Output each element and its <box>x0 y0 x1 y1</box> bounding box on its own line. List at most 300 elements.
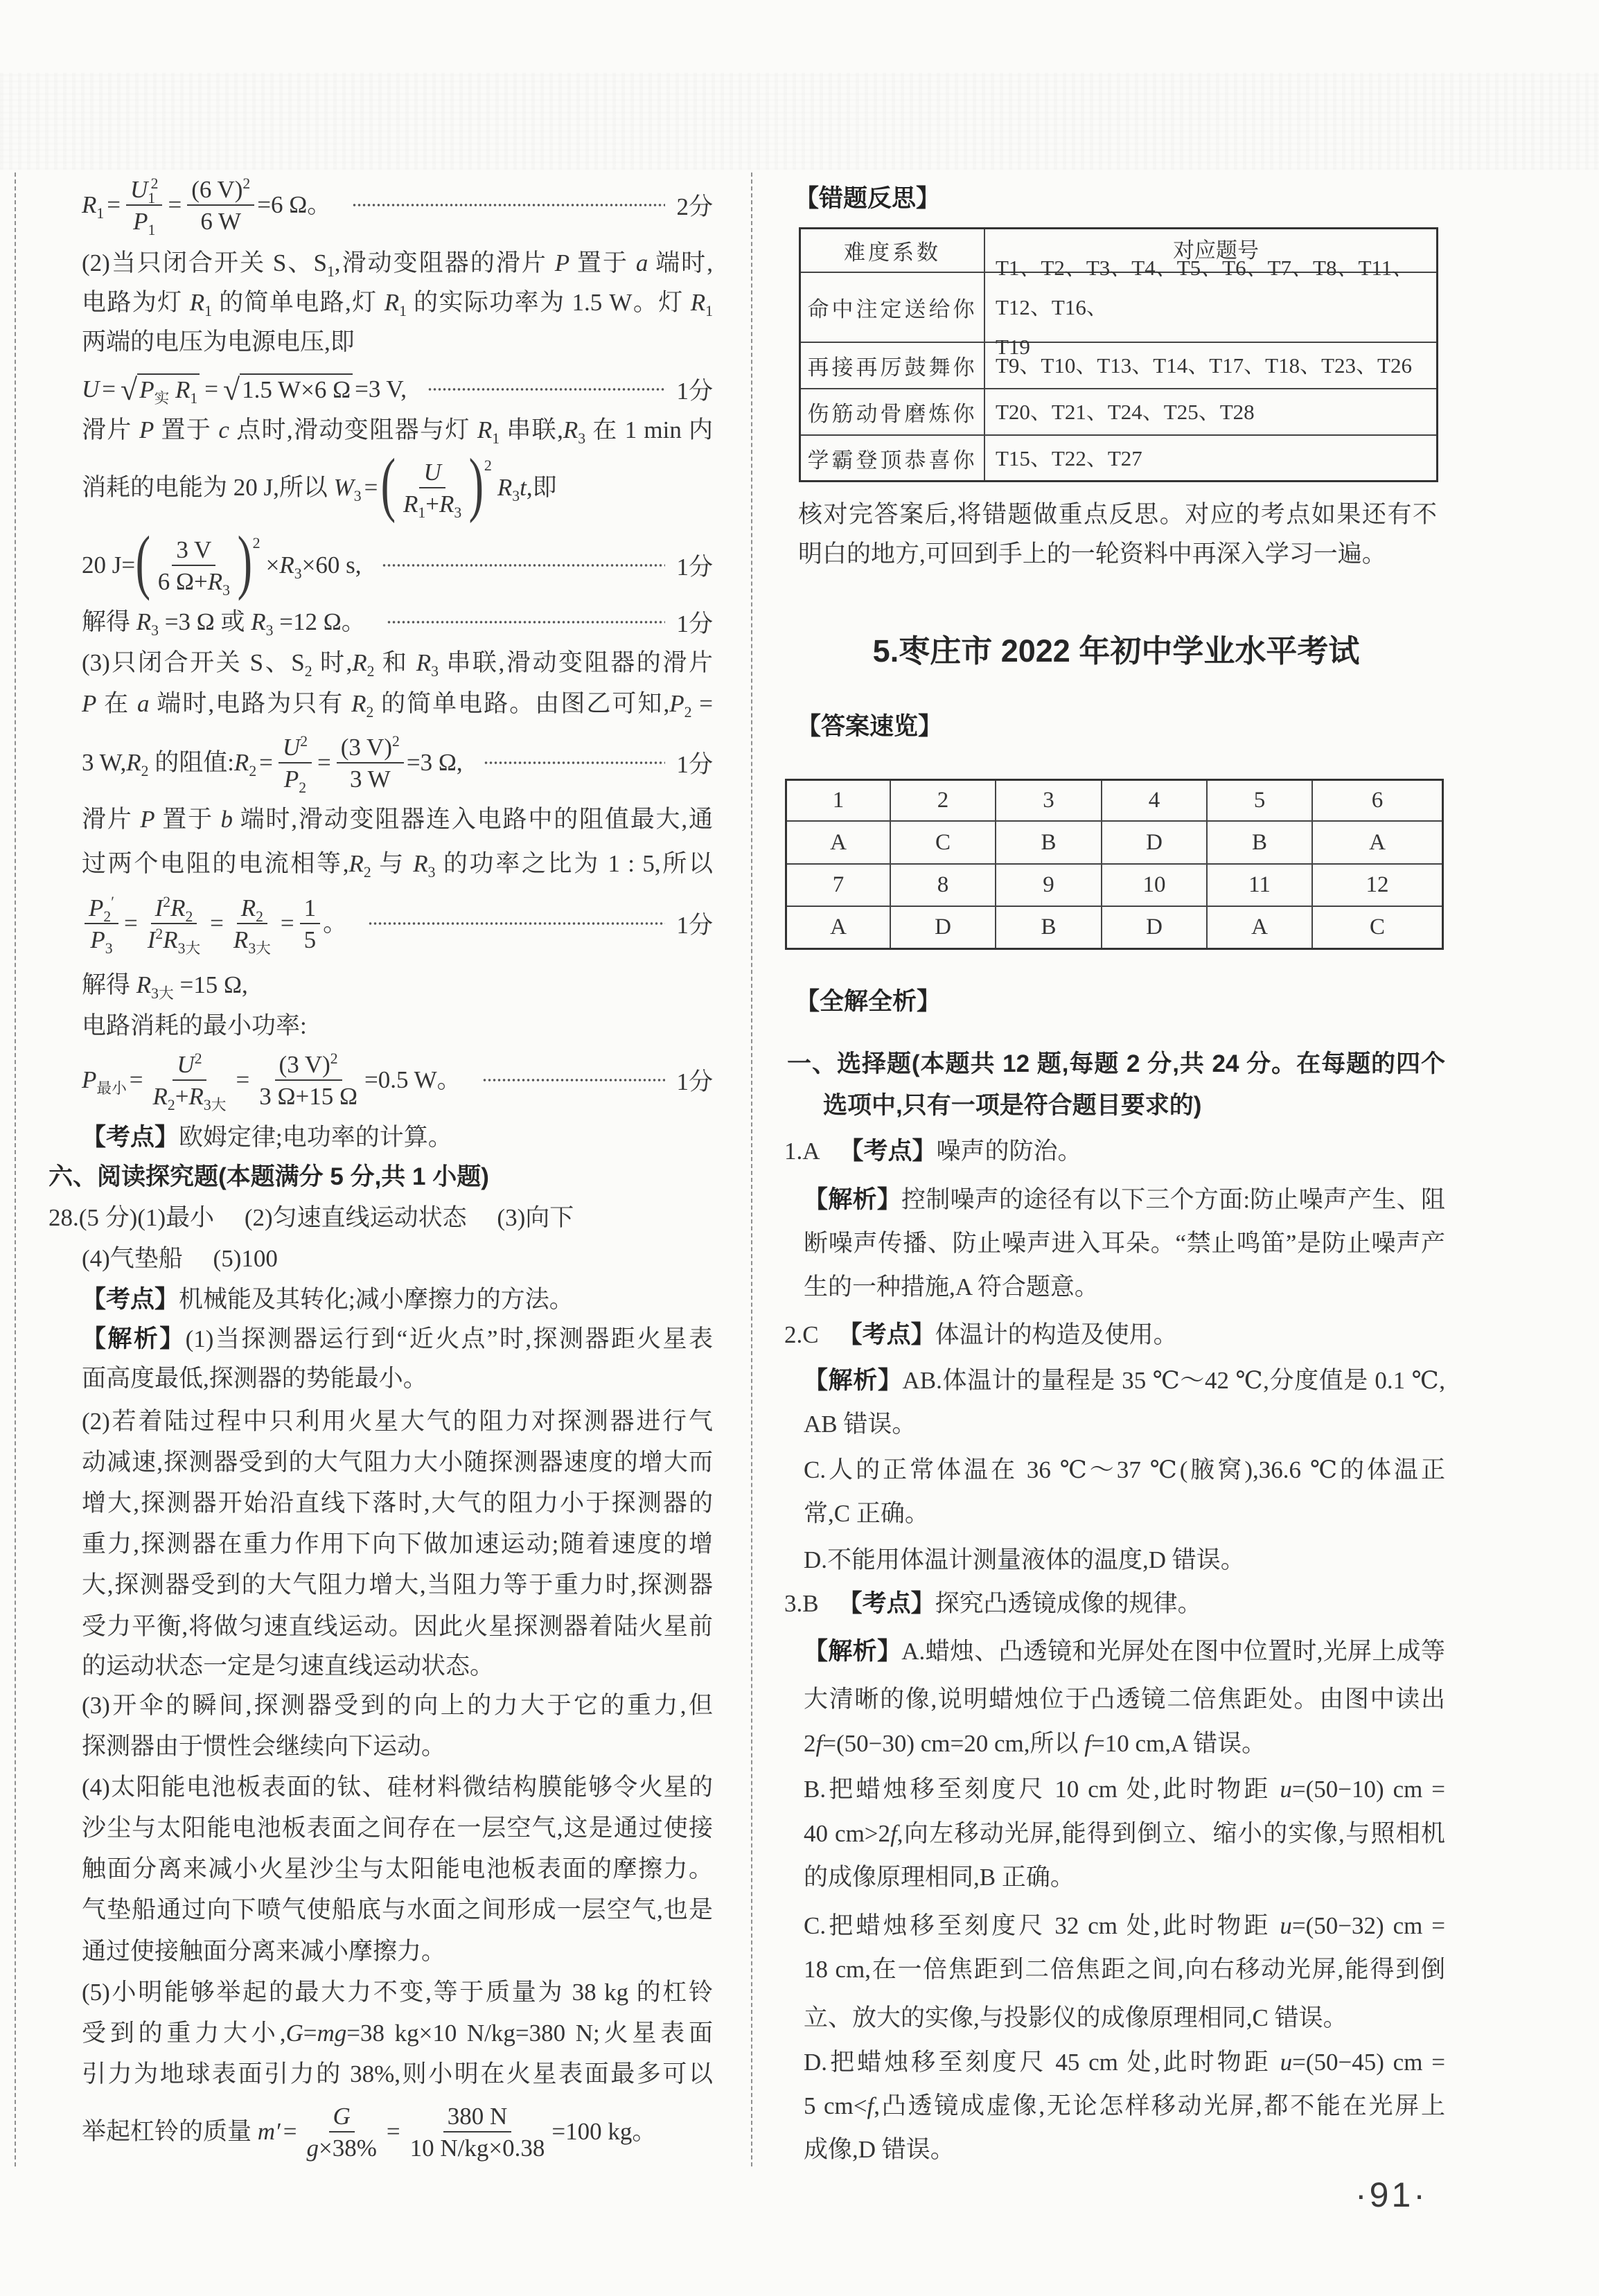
subscript: 2 <box>684 703 692 721</box>
text-run: =(50−30) cm=20 cm,所以 <box>822 1730 1085 1757</box>
formula-line-voltage <box>82 369 713 410</box>
fraction <box>149 1046 231 1114</box>
text-run: = <box>303 2020 317 2047</box>
numerator <box>329 2098 355 2132</box>
subscript: 2 <box>366 662 375 680</box>
text-run <box>266 545 362 586</box>
numerator <box>85 890 118 924</box>
scan-show-through <box>0 73 1599 170</box>
text-run: 与 <box>371 850 414 877</box>
equals: = <box>364 474 378 501</box>
times: × <box>265 551 280 579</box>
math-var: R <box>348 850 364 877</box>
dot-leader <box>427 387 666 391</box>
text-run: (1)当探测器运行到“近火点”时,探测器距火星表 <box>185 1325 713 1352</box>
math-var: R <box>279 551 294 579</box>
subscript: 3 <box>578 430 586 447</box>
text-run: 端时,滑动变阻器连入电路中的阻值最大,通 <box>233 806 713 833</box>
text-run: =15 Ω, <box>173 971 248 998</box>
math-var: R <box>413 850 428 877</box>
kaodian-tag: 【考点】 <box>838 1590 935 1617</box>
subscript: 2 <box>141 762 149 779</box>
question-answer: 2.C <box>784 1321 819 1348</box>
formula <box>82 171 331 239</box>
math-var: R <box>416 649 432 676</box>
question-number-cell: 5 <box>1208 781 1313 822</box>
subscript: 3 <box>294 565 302 582</box>
math-var: R <box>152 1083 168 1110</box>
dot-leader <box>352 203 665 207</box>
text-run: C.把蜡烛移至刻度尺 32 cm 处,此时物距 <box>804 1912 1280 1939</box>
text-run: 和 <box>374 649 416 676</box>
dot-leader <box>382 563 665 567</box>
answer-cell: D <box>1102 907 1208 948</box>
numerator <box>279 729 312 763</box>
math-var: g <box>306 2135 319 2162</box>
math-var: R <box>233 749 249 776</box>
solution-line <box>82 242 713 284</box>
equals: = <box>107 191 121 218</box>
denominator <box>196 206 245 239</box>
math-var: U <box>282 734 301 761</box>
analysis-line: 断噪声传播、防止噪声进入耳朵。“禁止鸣笛”是防止噪声产 <box>804 1230 1445 1257</box>
left-paren: ( <box>135 522 151 601</box>
text-run: (6 V) <box>191 176 243 203</box>
jiexi-tag: 【解析】 <box>804 1186 901 1213</box>
numerator: 380 N <box>443 2098 512 2132</box>
dot-leader <box>368 921 665 926</box>
text-run: 受到的重力大小, <box>82 2020 286 2047</box>
analysis-line: 18 cm,在一倍焦距到二倍焦距之间,向右移动光屏,能得到倒 <box>804 1956 1445 1983</box>
analysis-line <box>804 1360 1445 1402</box>
analysis-line: 大清晰的像,说明蜡烛位于凸透镜二倍焦距处。由图中读出 <box>804 1686 1445 1713</box>
math-var: I <box>147 926 156 953</box>
equals: = <box>210 910 224 937</box>
math-var: P <box>133 208 148 235</box>
answer-cell: A <box>1208 907 1313 948</box>
subscript: 实 <box>154 389 170 407</box>
math-var: u <box>1280 1776 1292 1803</box>
text-run: 时, <box>312 649 353 676</box>
text-run: 5 cm< <box>804 2092 867 2119</box>
question-list-line: T15、T22、T27 <box>996 445 1142 470</box>
subscript: 2 <box>304 662 312 680</box>
math-var: P <box>669 690 684 717</box>
formula <box>82 369 407 410</box>
text-run: ×60 s, <box>301 551 362 579</box>
fraction <box>302 2098 380 2166</box>
subscript: 2 <box>366 703 374 721</box>
formula-lhs <box>82 184 123 226</box>
text-run: A.蜡烛、凸透镜和光屏处在图中位置时,光屏上成等 <box>901 1638 1445 1665</box>
section-heading: 一、选择题(本题共 12 题,每题 2 分,共 24 分。在每题的四个 <box>787 1050 1445 1077</box>
formula <box>82 890 347 957</box>
math-var: R <box>251 608 266 635</box>
numerator <box>187 171 254 206</box>
question-list <box>985 343 1436 389</box>
subscript: 最小 <box>96 1079 127 1097</box>
error-reflection-heading: 【错题反思】 <box>795 185 941 212</box>
math-var: a <box>137 690 150 717</box>
subscript: 2 <box>249 762 257 779</box>
formula-line-r1 <box>82 164 713 247</box>
math-var: R <box>136 971 152 998</box>
numerator: 1 <box>300 890 321 924</box>
text-run: 的简单电路,灯 <box>211 289 385 316</box>
text-run: 端时, <box>648 249 713 276</box>
analysis-line: 的运动状态一定是匀速直线运动状态。 <box>82 1652 495 1679</box>
math-var: R <box>384 289 400 316</box>
subscript: 1 <box>96 204 105 222</box>
answer-cell: C <box>1369 915 1385 939</box>
q28-answer-line: 28.(5 分)(1)最小 (2)匀速直线运动状态 (3)向下 <box>48 1204 574 1231</box>
analysis-line: 生的一种措施,A 符合题意。 <box>804 1273 1099 1300</box>
subscript: 1 <box>190 389 198 407</box>
text-run: =6 Ω。 <box>257 191 332 218</box>
text-run: ,向左移动光屏,能得到倒立、缩小的实像,与照相机 <box>896 1820 1445 1847</box>
equals: = <box>123 910 138 937</box>
text-run: 消耗的电能为 20 J,所以 <box>82 474 334 501</box>
math-var: R <box>351 690 366 717</box>
text-run: 举起杠铃的质量 <box>82 2118 258 2145</box>
square-root <box>121 373 200 405</box>
text-run: 点时,滑动变阻器与灯 <box>229 416 477 443</box>
text-run: 端时,电路为只有 <box>149 690 352 717</box>
math-var: P <box>139 376 154 403</box>
jiexi-tag: 【解析】 <box>804 1367 903 1394</box>
subscript: 3大 <box>203 1096 227 1113</box>
math-var: R <box>188 1083 204 1110</box>
text-run: =10 cm,A 错误。 <box>1091 1730 1266 1757</box>
fraction <box>300 890 321 957</box>
right-paren: ) <box>237 522 253 601</box>
equals: = <box>236 1066 250 1093</box>
text-run: 串联,滑动变阻器的滑片 <box>439 649 713 676</box>
text-run: 的阻值: <box>148 749 234 776</box>
math-var: c <box>218 416 229 443</box>
column-divider-dashed-line <box>751 173 752 2166</box>
math-var: U <box>423 459 441 486</box>
text-run: =(50−45) cm = <box>1292 2049 1445 2076</box>
formula <box>82 2098 656 2166</box>
analysis-line: AB 错误。 <box>804 1411 917 1438</box>
math-var: U <box>82 376 100 403</box>
question-list-line: T20、T21、T24、T25、T28 <box>996 400 1255 424</box>
text-run <box>82 2111 299 2153</box>
equals: = <box>386 2118 400 2145</box>
kaodian-tag: 【考点】 <box>839 1138 937 1165</box>
math-var: f <box>1084 1730 1092 1757</box>
subscript: 1 <box>204 302 212 319</box>
score-label: 1分 <box>676 610 713 637</box>
analysis-line: 增大,探测器开始沿直线下落时,大气的阻力小于探测器的 <box>82 1490 713 1517</box>
formula-lhs <box>82 369 118 410</box>
analysis-line: 常,C 正确。 <box>804 1500 929 1527</box>
text-run: 在 1 min 内 <box>585 416 713 443</box>
subscript: 1 <box>148 221 156 238</box>
q28-answer-line: (4)气垫船 (5)100 <box>82 1245 278 1272</box>
subscript: 3 <box>151 621 159 639</box>
math-var: R <box>136 608 152 635</box>
math-var: P <box>139 416 154 443</box>
quick-answers-table <box>785 779 1444 950</box>
text-run <box>82 742 276 784</box>
formula <box>82 1046 461 1114</box>
fraction <box>399 454 466 522</box>
radicand <box>137 373 200 405</box>
math-var: u <box>1280 2049 1293 2076</box>
formula <box>82 444 557 524</box>
text-run: 置于 <box>569 249 636 276</box>
math-var: R <box>189 289 205 316</box>
analysis-line: 引力为地球表面引力的 38%,则小明在火星表面最多可以 <box>82 2060 713 2087</box>
fraction <box>126 171 162 239</box>
text-run: (2)当只闭合开关 S、S <box>82 249 327 276</box>
difficulty-level: 命中注定送给你 <box>801 273 985 343</box>
plus: + <box>425 491 439 518</box>
fraction <box>229 890 275 957</box>
subscript: 3 <box>105 939 113 957</box>
fraction <box>406 2098 549 2166</box>
solution-line <box>82 799 713 840</box>
text-run: 欧姆定律;电功率的计算。 <box>179 1124 452 1151</box>
text-run: 3 W, <box>82 749 127 776</box>
question-list-line: T19 <box>996 335 1030 359</box>
subscript: 3大 <box>177 939 201 957</box>
text-run: ×38% <box>318 2135 377 2162</box>
solution-line: 电路消耗的最小功率: <box>82 1012 307 1039</box>
subscript: 2 <box>299 779 307 796</box>
math-var: P <box>554 249 570 276</box>
text-run: =(50−10) cm = <box>1291 1776 1445 1803</box>
analysis-line: 重力,探测器在重力作用下向下做加速运动;随着速度的增 <box>82 1530 713 1557</box>
kaodian-tag: 【考点】 <box>82 1124 179 1151</box>
analysis-line <box>804 2042 1445 2083</box>
question-number-cell: 8 <box>891 865 996 907</box>
denominator: 10 N/kg×0.38 <box>409 2135 545 2162</box>
question-3-header <box>784 1583 1202 1625</box>
analysis-line: 面高度最低,探测器的势能最小。 <box>82 1365 427 1392</box>
math-var: f <box>867 2092 874 2119</box>
answer-cell: D <box>1102 822 1208 865</box>
analysis-line: 通过使接触面分离来减小摩擦力。 <box>82 1938 446 1965</box>
analysis-line: 动减速,探测器受到的大气阻力大小随探测器速度的增大而 <box>82 1449 713 1476</box>
math-var: R <box>563 416 578 443</box>
analysis-line: C.人的正常体温在 36 ℃～37 ℃(腋窝),36.6 ℃的体温正 <box>804 1456 1445 1483</box>
answer-cell: B <box>1208 822 1313 865</box>
denominator <box>229 924 275 957</box>
difficulty-level: 学霸登顶恭喜你 <box>801 436 985 480</box>
analysis-line: (2)若着陆过程中只利用火星大气的阻力对探测器进行气 <box>82 1408 713 1435</box>
formula-line-power-ratio <box>82 882 713 965</box>
superscript: 2 <box>392 732 400 750</box>
math-var: W <box>333 474 354 501</box>
text-run: =3 Ω 或 <box>159 608 251 635</box>
answer-cell: B <box>996 822 1102 865</box>
text-run: =100 kg。 <box>551 2118 657 2145</box>
analysis-line: 气垫船通过向下喷气使船底与水面之间形成一层空气,也是 <box>82 1896 713 1923</box>
jiexi-tag: 【解析】 <box>82 1325 186 1352</box>
question-answer: 1.A <box>784 1138 820 1165</box>
text-run: 机械能及其转化;减小摩擦力的方法。 <box>179 1286 574 1313</box>
question-list-line: T1、T2、T3、T4、T5、T6、T7、T8、T11、T12、T16、 <box>996 256 1414 319</box>
question-list-line: T9、T10、T13、T14、T17、T18、T23、T26 <box>996 353 1412 378</box>
dot-leader <box>484 761 666 765</box>
fraction <box>279 729 312 797</box>
score-label: 1分 <box>676 1068 713 1095</box>
section-heading: 六、阅读探究题(本题满分 5 分,共 1 小题) <box>48 1163 489 1190</box>
answer-cell: D <box>891 907 996 948</box>
math-var: G <box>285 2020 303 2047</box>
formula-line-energy <box>82 446 713 529</box>
math-var: P <box>82 1066 97 1093</box>
subscript: 3 <box>431 662 439 680</box>
text-run: ,即 <box>526 474 557 501</box>
denominator <box>143 924 204 957</box>
text-run: (3)只闭合开关 S、S <box>82 649 305 676</box>
text-run: (3 V) <box>340 734 392 761</box>
numerator <box>126 171 162 206</box>
text-run: ,凸透镜成虚像,无论怎样移动光屏,都不能在光屏上 <box>874 2092 1445 2119</box>
denominator <box>129 206 159 239</box>
subscript: 3 <box>512 487 520 504</box>
formula <box>82 729 463 797</box>
analysis-line: 成像,D 错误。 <box>804 2136 955 2163</box>
formula-line-equation <box>82 524 713 607</box>
answer-cell: A <box>787 907 891 948</box>
math-var: R <box>690 289 706 316</box>
subscript: 3大 <box>151 984 174 1002</box>
solution-line <box>82 964 713 1006</box>
question-number-cell: 6 <box>1313 781 1442 822</box>
analysis-line: 的成像原理相同,B 正确。 <box>804 1864 1075 1891</box>
radical-sign: √ <box>223 373 240 407</box>
text-run: 置于 <box>154 806 221 833</box>
page-number: ·91· <box>1355 2175 1428 2214</box>
formula-lhs <box>82 1059 146 1101</box>
superscript: 2 <box>300 732 308 750</box>
math-var: P <box>140 806 155 833</box>
question-number-cell: 2 <box>891 781 996 822</box>
math-var: R <box>170 894 186 921</box>
reflection-note-line: 核对完答案后,将错题做重点反思。对应的考点如果还有不 <box>798 501 1437 528</box>
math-var: R <box>175 376 191 403</box>
error-reflection-table <box>799 227 1438 482</box>
score-label: 1分 <box>676 751 713 778</box>
score-label: 2分 <box>676 193 713 220</box>
math-var: R <box>352 649 367 676</box>
math-var: P <box>82 690 97 717</box>
subscript: 1 <box>148 189 156 206</box>
text-run: 。 <box>323 910 348 937</box>
subscript: 1 <box>705 302 713 319</box>
analysis-line: D.不能用体温计测量液体的温度,D 错误。 <box>804 1546 1245 1573</box>
denominator: 5 <box>303 926 317 953</box>
text-run: 串联, <box>500 416 563 443</box>
formula-line-mass <box>82 2090 713 2173</box>
fraction <box>143 890 204 957</box>
analysis-line: (4)太阳能电池板表面的钛、硅材料微结构膜能够令火星的 <box>82 1774 713 1801</box>
radicand: 1.5 W×6 Ω <box>240 373 353 405</box>
analysis-line <box>804 1631 1445 1672</box>
dot-leader <box>482 1078 666 1082</box>
text-run: 40 cm>2 <box>804 1820 891 1847</box>
subscript: 3 <box>222 581 230 599</box>
math-var: R <box>240 894 256 921</box>
question-number-cell: 4 <box>1102 781 1208 822</box>
score-label: 1分 <box>676 912 713 939</box>
difficulty-level: 再接再厉鼓舞你 <box>801 343 985 389</box>
subscript: 2 <box>256 908 263 925</box>
text-run: =38 kg×10 N/kg=380 N;火星表面 <box>346 2020 713 2047</box>
numerator <box>237 890 267 924</box>
text-run: 体温计的构造及使用。 <box>935 1321 1178 1348</box>
formula <box>82 601 366 643</box>
text-run: 在 <box>96 690 137 717</box>
denominator <box>149 1081 231 1114</box>
answer-cell: A <box>1313 822 1442 865</box>
analysis-line <box>804 1905 1445 1947</box>
subscript: 1 <box>418 504 426 521</box>
text-run: =3 Ω, <box>406 749 463 776</box>
fraction <box>337 729 404 797</box>
text-run: =12 Ω。 <box>273 608 366 635</box>
question-number-cell: 1 <box>787 781 891 822</box>
superscript: 2 <box>163 893 171 910</box>
numerator: 3 V <box>172 531 215 566</box>
math-var: R <box>403 491 418 518</box>
knowledge-point-line <box>82 1117 713 1158</box>
score-label: 1分 <box>676 554 713 581</box>
question-2-header <box>784 1314 1178 1356</box>
subscript: 2 <box>185 908 193 925</box>
knowledge-point-line <box>82 1279 713 1321</box>
question-1-header <box>784 1131 1082 1172</box>
math-var: P <box>89 894 104 921</box>
exam-title: 5.枣庄市 2022 年初中学业水平考试 <box>872 633 1360 669</box>
analysis-line <box>804 1179 1445 1221</box>
text-run: 控制噪声的途径有以下三个方面:防止噪声产生、阻 <box>901 1186 1445 1213</box>
fraction <box>154 531 234 599</box>
question-number-cell: 7 <box>787 865 891 907</box>
analysis-line: 探测器由于惯性会继续向下运动。 <box>82 1733 446 1760</box>
numerator <box>419 454 445 488</box>
superscript: 2 <box>155 925 164 942</box>
subscript: 2 <box>103 908 112 925</box>
equals: = <box>283 2118 297 2145</box>
formula-line-result <box>82 601 713 643</box>
subscript: 3 <box>265 621 274 639</box>
math-var: a <box>635 249 648 276</box>
dot-leader <box>387 620 666 624</box>
subscript: 2 <box>167 1096 175 1113</box>
jiexi-tag: 【解析】 <box>804 1638 902 1665</box>
math-var: R <box>207 568 223 595</box>
analysis-line <box>804 2085 1445 2127</box>
numerator <box>275 1046 342 1081</box>
text-run: 20 J= <box>82 551 136 579</box>
text-run: 滑片 <box>82 416 139 443</box>
superscript: 2 <box>252 534 260 551</box>
radical-sign: √ <box>121 373 138 407</box>
math-var: U <box>130 176 148 203</box>
subscript: 3 <box>427 863 436 881</box>
math-var: R <box>163 926 178 953</box>
subscript: 1 <box>326 263 335 280</box>
table-header-difficulty: 难度系数 <box>801 229 985 273</box>
text-run: 6 Ω+ <box>157 568 208 595</box>
math-var: P <box>283 766 299 793</box>
